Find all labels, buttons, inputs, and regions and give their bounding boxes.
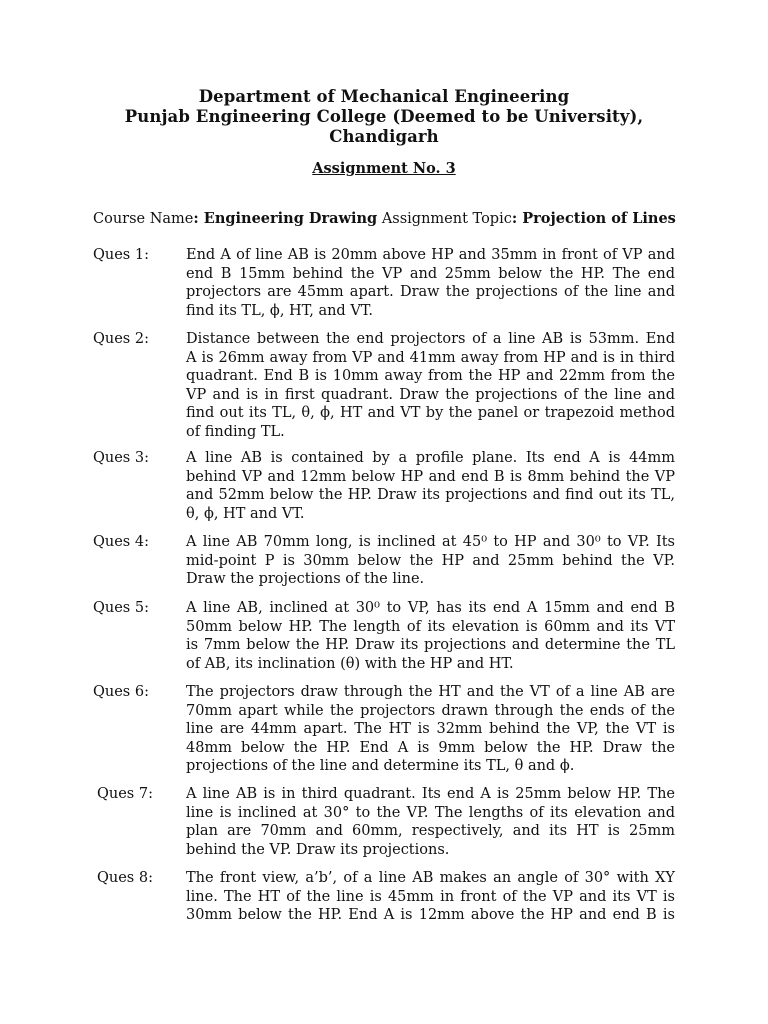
question-text: [186, 599, 675, 673]
question-text-line: Draw the projections of the line.: [186, 571, 425, 587]
question-text-line: plan are 70mm and 60mm, respectively, and its HT is 25mm: [186, 823, 675, 839]
assignment-title: Assignment No. 3: [312, 160, 456, 177]
question-text-line: The projectors draw through the HT and the VT of a line AB are: [186, 684, 675, 700]
question-text-line: projectors are 45mm apart. Draw the projections of the line and: [186, 284, 675, 300]
question-text-line: 30mm below the HP. End A is 12mm above the HP and end B is: [186, 907, 675, 923]
question-text-line: End A of line AB is 20mm above HP and 35mm in front of VP and: [186, 247, 675, 263]
question-text: [186, 869, 675, 925]
college-city: Chandigarh: [329, 127, 439, 146]
question-text-line: 50mm below HP. The length of its elevation is 60mm and its VT: [186, 618, 675, 635]
question-label: Ques 5:: [93, 600, 149, 616]
question-label: Ques 2:: [93, 331, 149, 347]
question-text-line: line is inclined at 30° to the VP. The lengths of its elevation and: [186, 804, 675, 821]
question-label: Ques 3:: [93, 450, 149, 466]
question-text: [186, 533, 675, 589]
question-text-line: end B 15mm behind the VP and 25mm below the HP. The end: [186, 265, 675, 282]
question-text-line: projections of the line and determine its TL, θ and ϕ.: [186, 758, 575, 774]
course-info-line: Course Name: Engineering Drawing Assignment Topic: Projection of Lines: [93, 210, 676, 227]
question-text-line: 70mm apart while the projectors drawn through the ends of the: [186, 702, 675, 719]
question-text-line: 48mm below the HP. End A is 9mm below the HP. Draw the: [186, 739, 675, 756]
department-name: Department of Mechanical Engineering: [198, 87, 570, 106]
question-label: Ques 8:: [97, 870, 153, 886]
question-text-line: θ, ϕ, HT and VT.: [186, 505, 305, 522]
college-name: Punjab Engineering College (Deemed to be University),: [124, 107, 644, 126]
course-name-label: Course Name: [93, 211, 194, 227]
question-text-line: find its TL, ϕ, HT, and VT.: [186, 302, 373, 319]
assignment-topic-label: Assignment Topic: [381, 211, 512, 227]
question-text-line: line. The HT of the line is 45mm in front of the VP and its VT is: [186, 888, 675, 905]
question-text-line: quadrant. End B is 10mm away from the HP and 22mm from the: [186, 368, 675, 384]
question-text: [186, 449, 675, 523]
question-text-line: A line AB, inclined at 30⁰ to VP, has its end A 15mm and end B: [186, 600, 675, 616]
question-label: Ques 6:: [93, 684, 149, 700]
question-text-line: and 52mm below the HP. Draw its projections and find out its TL,: [186, 487, 675, 503]
question-label: Ques 1:: [93, 247, 149, 263]
question-text-line: find out its TL, θ, ϕ, HT and VT by the panel or trapezoid method: [186, 405, 675, 421]
question-text: [186, 683, 675, 776]
question-text: [186, 785, 675, 859]
question-text-line: behind VP and 12mm below HP and end B is 8mm behind the VP: [186, 468, 675, 485]
question-label: Ques 4:: [93, 534, 149, 550]
question-label: Ques 7:: [97, 786, 153, 802]
question-text-line: of AB, its inclination (θ) with the HP and HT.: [186, 655, 514, 672]
question-text-line: behind the VP. Draw its projections.: [186, 841, 450, 858]
question-text-line: A is 26mm away from VP and 41mm away from HP and is in third: [186, 349, 675, 366]
question-text-line: of finding TL.: [186, 423, 285, 440]
question-text-line: The front view, a’b’, of a line AB makes an angle of 30° with XY: [186, 870, 675, 886]
question-text-line: VP and is in first quadrant. Draw the projections of the line and: [186, 386, 675, 403]
question-text-line: line are 44mm apart. The HT is 32mm behind the VP, the VT is: [186, 721, 675, 737]
question-text-line: A line AB 70mm long, is inclined at 45⁰ to HP and 30⁰ to VP. Its: [186, 534, 675, 550]
course-name-value: Engineering Drawing: [203, 210, 378, 227]
document-header: [0, 87, 768, 147]
question-text-line: A line AB is contained by a profile plane. Its end A is 44mm: [186, 450, 675, 466]
question-text-line: Distance between the end projectors of a line AB is 53mm. End: [186, 331, 675, 347]
question-text: [186, 246, 675, 320]
question-text-line: is 7mm below the HP. Draw its projections and determine the TL: [186, 637, 675, 653]
assignment-topic-value: Projection of Lines: [522, 210, 676, 227]
question-text-line: mid-point P is 30mm below the HP and 25mm behind the VP.: [186, 552, 675, 569]
question-text-line: A line AB is in third quadrant. Its end A is 25mm below HP. The: [186, 786, 675, 802]
question-text: [186, 330, 675, 441]
